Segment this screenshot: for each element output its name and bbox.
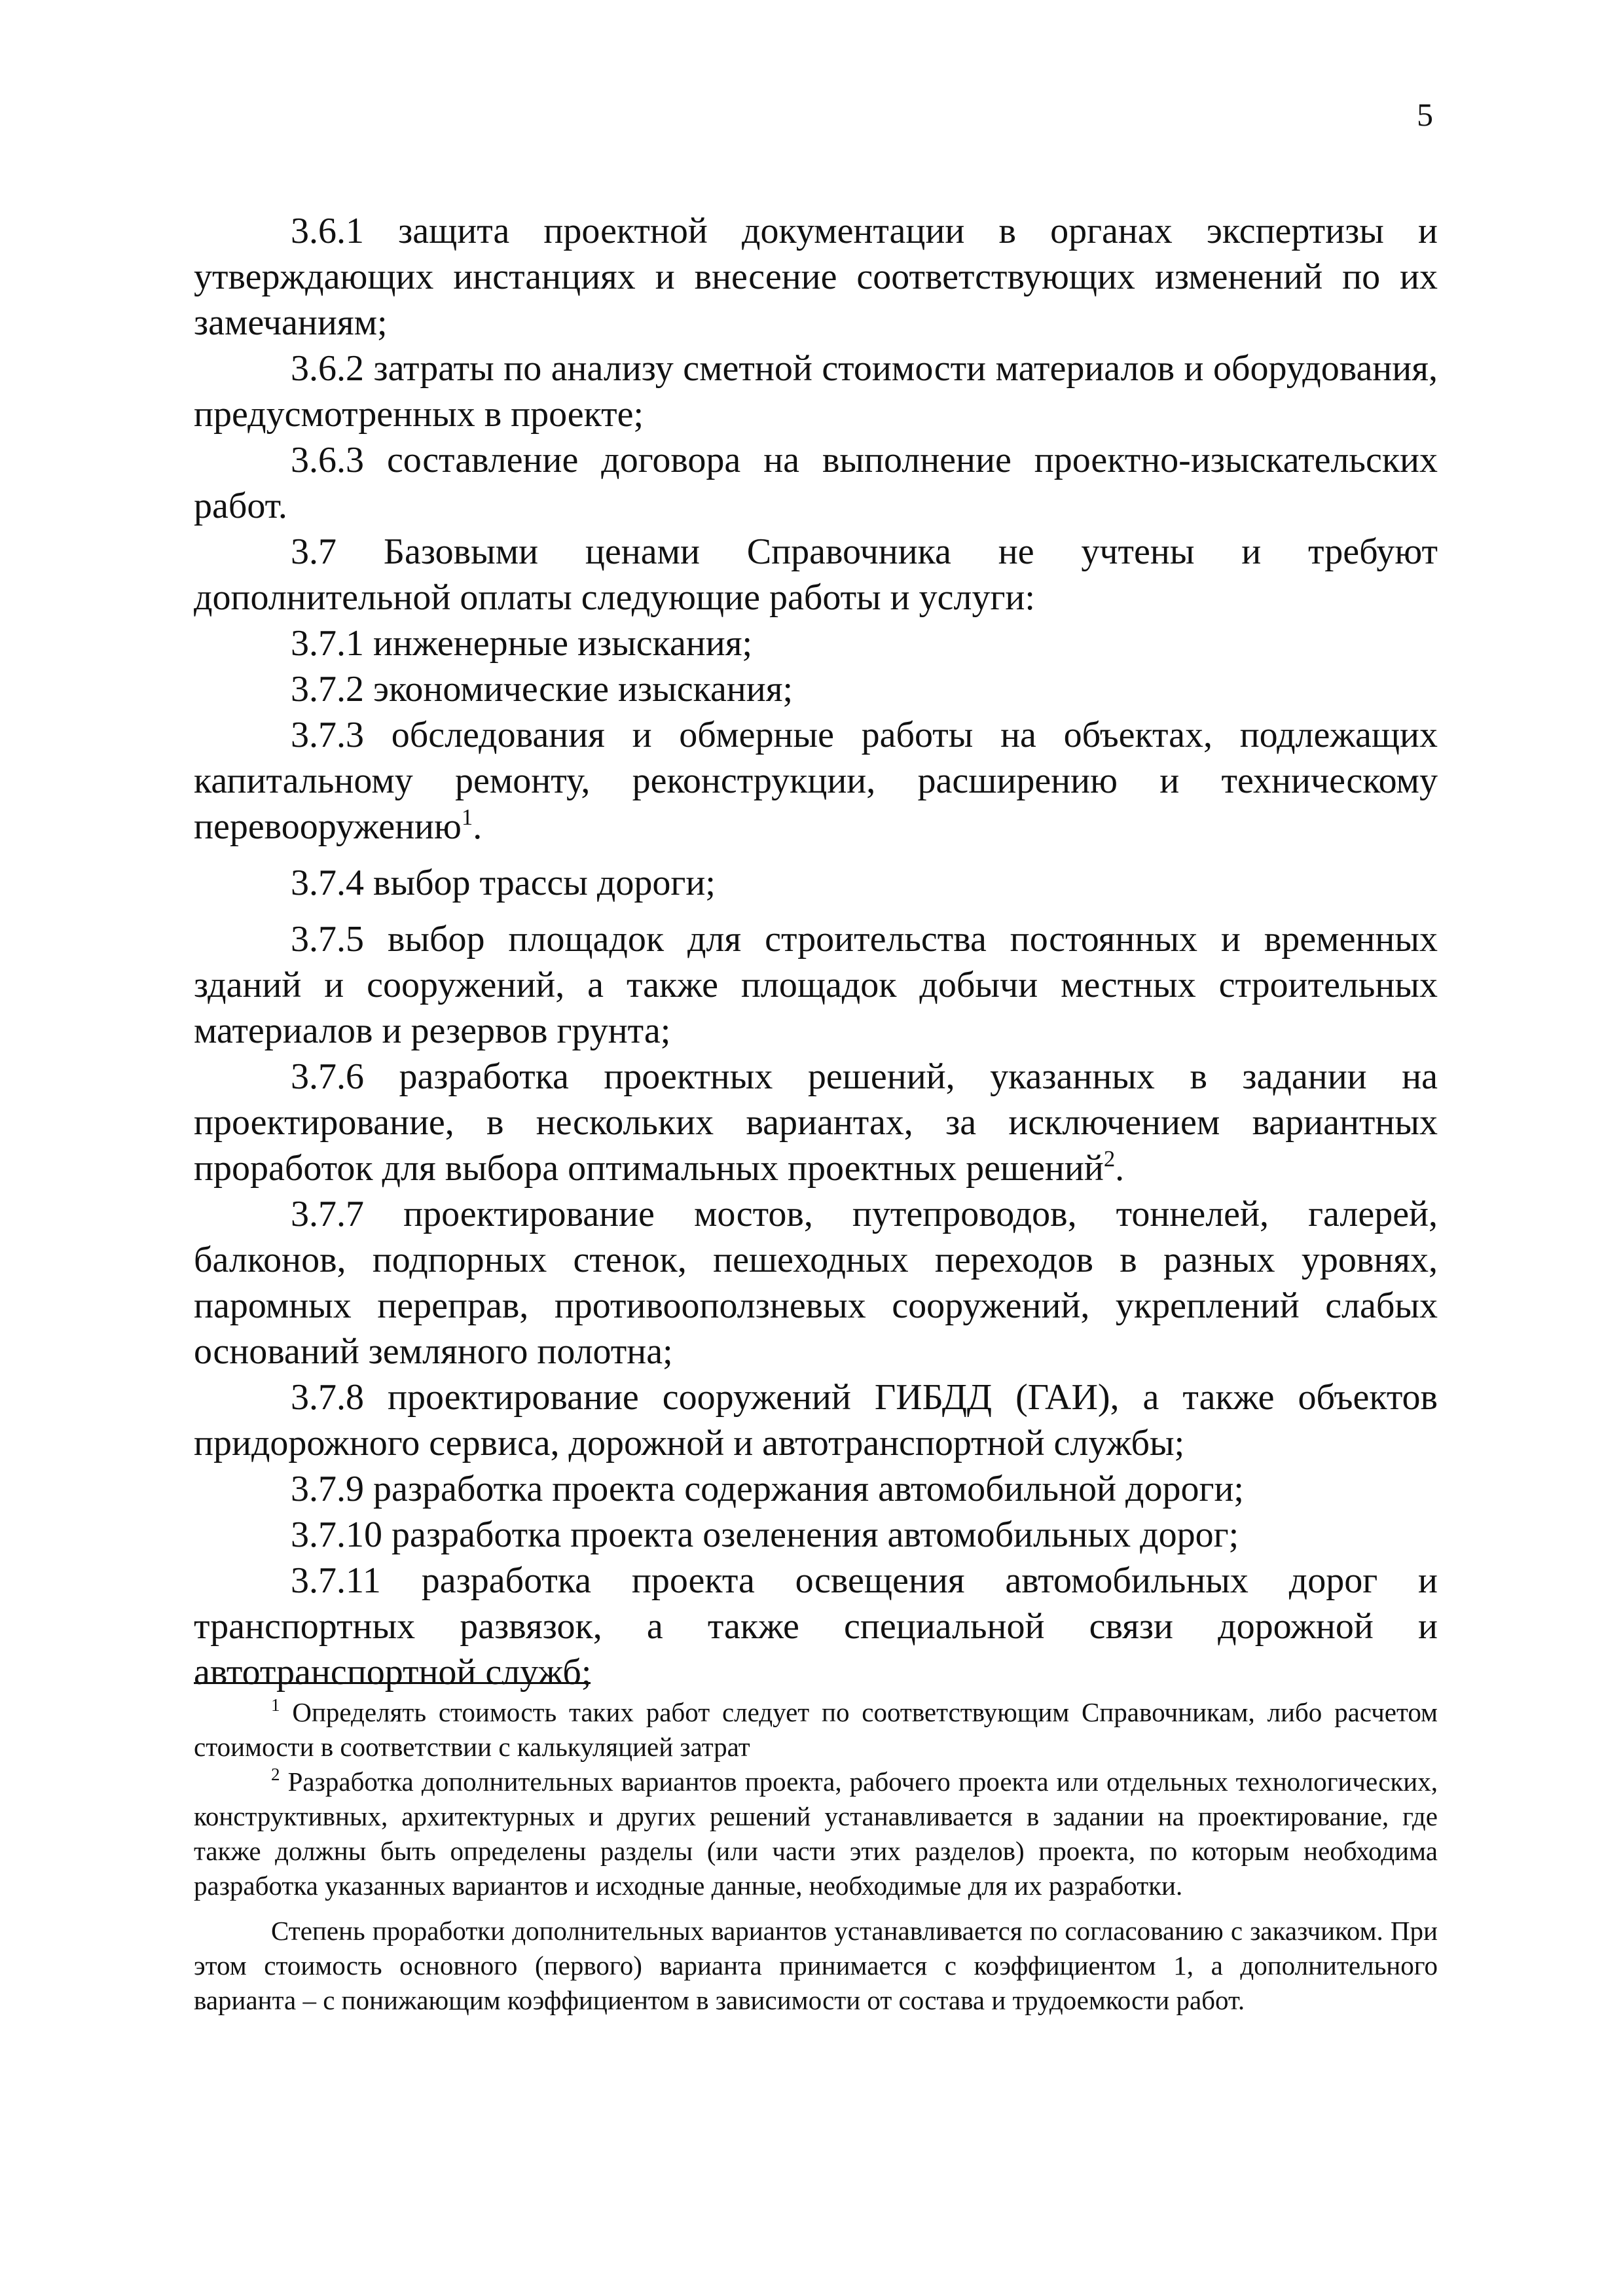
paragraph-number: 3.7.3 (291, 715, 364, 755)
paragraph-suffix: . (1115, 1148, 1125, 1189)
paragraph-number: 3.7.4 (291, 863, 364, 903)
page-number: 5 (1417, 96, 1433, 133)
footnote-mark: 2 (271, 1764, 280, 1784)
paragraph-3-7 (194, 529, 1438, 620)
paragraph-number: 3.6.2 (291, 348, 364, 389)
paragraph-number: 3.7.2 (291, 669, 364, 709)
paragraph-3-7-7 (194, 1191, 1438, 1374)
paragraph-3-7-8 (194, 1374, 1438, 1466)
paragraph-text: Базовыми ценами Справочника не учтены и требуют дополнительной оплаты следующие работы и услуги: (194, 531, 1438, 618)
paragraph-text: составление договора на выполнение проектно-изыскательских работ. (194, 440, 1438, 526)
paragraph-text: экономические изыскания; (373, 669, 793, 709)
footnote-ref-2: 2 (1103, 1146, 1116, 1172)
paragraph-number: 3.7.5 (291, 919, 364, 960)
paragraph-3-7-3 (194, 712, 1438, 850)
paragraph-3-7-9 (194, 1466, 1438, 1512)
paragraph-3-7-1 (194, 620, 1438, 666)
paragraph-number: 3.6.3 (291, 440, 364, 480)
paragraph-number: 3.6.1 (291, 211, 364, 251)
paragraph-number: 3.7.6 (291, 1056, 364, 1097)
paragraph-text: проектирование сооружений ГИБДД (ГАИ), а также объектов придорожного сервиса, дорожной и автотранспортной службы; (194, 1377, 1438, 1463)
paragraph-3-7-11 (194, 1558, 1438, 1695)
paragraph-3-7-10 (194, 1512, 1438, 1558)
paragraph-number: 3.7.1 (291, 623, 364, 664)
paragraph-text: проектирование мостов, путепроводов, тоннелей, галерей, балконов, подпорных стенок, пешеходных переходов в разных уровнях, паромных переправ, противооползневых сооружений, укреплений слабых оснований земляного полотна; (194, 1194, 1438, 1372)
footnote-text: Степень проработки дополнительных вариантов устанавливается по согласованию с заказчиком. При этом стоимость основного (первого) варианта принимается с коэффициентом 1, а дополнительного варианта – с понижающим коэффициентом в зависимости от состава и трудоемкости работ. (194, 1916, 1438, 2015)
footnote-text: Разработка дополнительных вариантов проекта, рабочего проекта или отдельных технологических, конструктивных, архитектурных и других решений устанавливается в задании на проектирование, где также должны быть определены разделы (или части этих разделов) проекта, по которым необходима разработка указанных вариантов и исходные данные, необходимые для их разработки. (194, 1767, 1438, 1901)
paragraph-number: 3.7 (291, 531, 337, 572)
paragraph-number: 3.7.11 (291, 1560, 381, 1601)
footnote-mark: 1 (271, 1695, 280, 1715)
paragraph-number: 3.7.7 (291, 1194, 364, 1234)
paragraph-number: 3.7.9 (291, 1469, 364, 1509)
main-text (194, 208, 1438, 1695)
paragraph-3-7-6 (194, 1054, 1438, 1191)
footnote-text: Определять стоимость таких работ следует по соответствующим Справочникам, либо расчетом стоимости в соответствии с калькуляцией затрат (194, 1697, 1438, 1762)
footnote-2-continuation (194, 1914, 1438, 2018)
footnote-1 (194, 1695, 1438, 1765)
paragraph-3-7-4 (194, 860, 1438, 906)
paragraph-3-6-2 (194, 346, 1438, 437)
paragraph-text: обследования и обмерные работы на объектах, подлежащих капитальному ремонту, реконструкции, расширению и техническому перевооружению (194, 715, 1438, 847)
paragraph-3-6-1 (194, 208, 1438, 346)
paragraph-text: разработка проектных решений, указанных в задании на проектирование, в нескольких вариантах, за исключением вариантных проработок для выбора оптимальных проектных решений (194, 1056, 1438, 1189)
paragraph-text: разработка проекта освещения автомобильных дорог и транспортных развязок, а также специальной связи дорожной и автотранспортной служб; (194, 1560, 1438, 1693)
paragraph-text: затраты по анализу сметной стоимости материалов и оборудования, предусмотренных в проекте; (194, 348, 1438, 435)
paragraph-3-7-5 (194, 916, 1438, 1054)
paragraph-text: разработка проекта содержания автомобильной дороги; (373, 1469, 1244, 1509)
paragraph-3-7-2 (194, 666, 1438, 712)
paragraph-text: выбор трассы дороги; (373, 863, 716, 903)
footnotes (194, 1695, 1438, 2018)
paragraph-text: инженерные изыскания; (373, 623, 753, 664)
footnote-2 (194, 1765, 1438, 1903)
paragraph-suffix: . (473, 806, 483, 847)
paragraph-number: 3.7.10 (291, 1515, 382, 1555)
paragraph-text: разработка проекта озеленения автомобильных дорог; (392, 1515, 1239, 1555)
paragraph-text: защита проектной документации в органах экспертизы и утверждающих инстанциях и внесение соответствующих изменений по их замечаниям; (194, 211, 1438, 343)
paragraph-text: выбор площадок для строительства постоянных и временных зданий и сооружений, а также площадок добычи местных строительных материалов и резервов грунта; (194, 919, 1438, 1051)
paragraph-3-6-3 (194, 437, 1438, 529)
footnote-separator (194, 1682, 591, 1684)
paragraph-number: 3.7.8 (291, 1377, 364, 1418)
footnote-ref-1: 1 (461, 804, 473, 831)
